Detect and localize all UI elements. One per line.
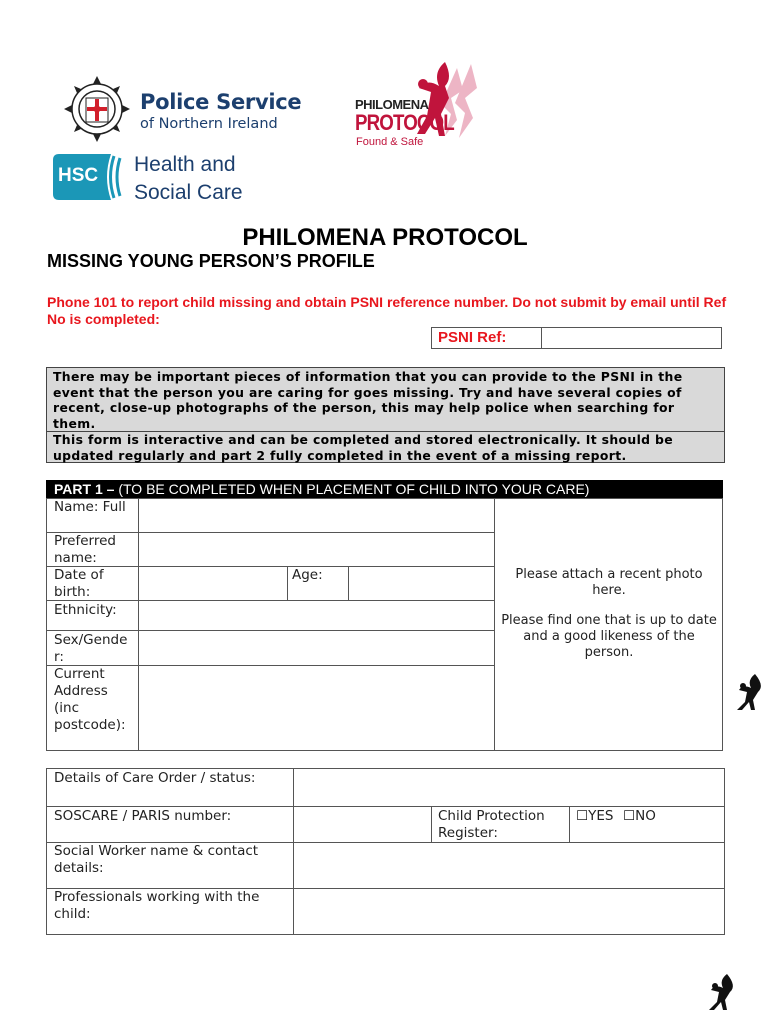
photo-attachment-area[interactable]: [495, 499, 722, 750]
part1-heading-bold: PART 1 –: [54, 481, 115, 497]
psni-logo-subtitle: of Northern Ireland: [140, 116, 278, 132]
info-paragraph-1: There may be important pieces of information that you can provide to the PSNI in the event that the person you are caring for goes missing. Try and have several copies of recent, close-up photographs of the person, this may help police when searching for them.: [47, 368, 724, 432]
label-age: Age:: [292, 567, 323, 583]
label-current-address: Current Address (inc postcode):: [54, 666, 126, 733]
label-preferred-name: Preferred name:: [54, 533, 116, 566]
psni-ref-label: PSNI Ref:: [431, 327, 541, 349]
hsc-line-1: Health and: [134, 153, 236, 176]
soscare-input[interactable]: [294, 807, 431, 842]
preferred-name-input[interactable]: [139, 533, 494, 566]
part1-heading-rest: (TO BE COMPLETED WHEN PLACEMENT OF CHILD INTO YOUR CARE): [114, 481, 590, 497]
angel-icon: [705, 972, 741, 1012]
social-worker-input[interactable]: [294, 843, 724, 888]
date-of-birth-input[interactable]: [139, 567, 287, 600]
page-subtitle: MISSING YOUNG PERSON’S PROFILE: [47, 251, 375, 271]
reporting-warning: Phone 101 to report child missing and obtain PSNI reference number. Do not submit by email until Ref No is completed:: [47, 294, 727, 327]
info-paragraph-2: This form is interactive and can be completed and stored electronically. It should be updated regularly and part 2 fully completed in the event of a missing report.: [53, 432, 674, 463]
cp-no-checkbox[interactable]: ☐NO: [623, 808, 656, 824]
part1-heading: [46, 480, 723, 498]
philomena-logo-line1: PHILOMENA: [355, 97, 429, 112]
psni-crest-logo: [62, 74, 132, 144]
hsc-badge-text: HSC: [58, 165, 99, 186]
label-soscare: SOSCARE / PARIS number:: [54, 808, 232, 824]
cp-yes-checkbox[interactable]: ☐YES: [576, 808, 614, 824]
care-order-input[interactable]: [294, 769, 724, 806]
label-full-name: Name: Full: [54, 499, 126, 515]
philomena-logo-line2: PROTOCOL: [355, 110, 454, 135]
ethnicity-input[interactable]: [139, 601, 494, 630]
angel-icon: [733, 672, 769, 712]
age-input[interactable]: [349, 567, 494, 600]
photo-instruction-2: Please find one that is up to date and a good likeness of the person.: [501, 613, 717, 660]
photo-instruction-1: Please attach a recent photo here.: [515, 567, 703, 598]
hsc-logo-text: [134, 151, 243, 207]
label-sex-gender: Sex/Gender:: [54, 632, 128, 665]
label-care-order: Details of Care Order / status:: [54, 770, 256, 786]
sex-gender-input[interactable]: [139, 631, 494, 665]
professionals-input[interactable]: [294, 889, 724, 934]
page-title: PHILOMENA PROTOCOL: [242, 224, 528, 251]
label-date-of-birth: Date of birth:: [54, 567, 104, 600]
psni-ref-input[interactable]: [541, 327, 722, 349]
label-ethnicity: Ethnicity:: [54, 602, 117, 618]
label-professionals: Professionals working with the child:: [54, 889, 260, 922]
full-name-input[interactable]: [139, 499, 494, 532]
label-social-worker: Social Worker name & contact details:: [54, 843, 259, 876]
current-address-input[interactable]: [139, 666, 494, 750]
hsc-line-2: Social Care: [134, 181, 243, 204]
information-box: [46, 367, 725, 463]
psni-logo-title: Police Service: [140, 90, 302, 114]
label-child-protection-register: Child Protection Register:: [438, 808, 545, 841]
philomena-logo-tagline: Found & Safe: [356, 136, 424, 148]
